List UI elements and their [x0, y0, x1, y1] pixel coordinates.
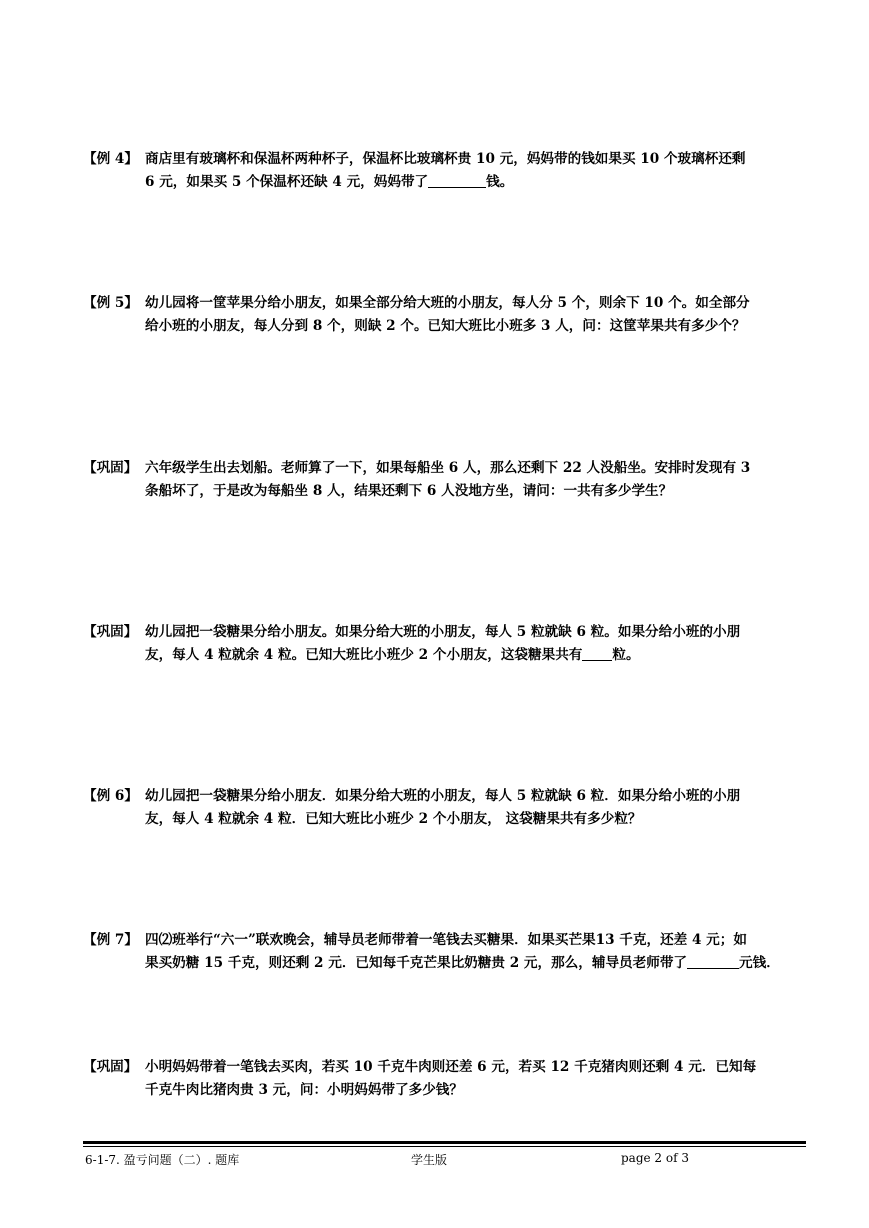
problem-line	[145, 952, 811, 975]
problem-example-5	[83, 292, 811, 338]
problem-text	[145, 292, 811, 338]
problem-text	[145, 457, 811, 503]
problem-review-1	[83, 457, 811, 503]
answer-blank	[582, 646, 612, 661]
problem-line: 六年级学生出去划船。老师算了一下，如果每船坐 6 人，那么还剩下 22 人没船坐。安排时发现有 3	[145, 460, 751, 476]
problem-line: 幼儿园把一袋糖果分给小朋友。如果分给大班的小朋友，每人 5 粒就缺 6 粒。如果分给小班的小朋	[145, 624, 741, 640]
problem-line-tail: 粒。	[612, 647, 640, 663]
problem-line: 千克牛肉比猪肉贵 3 元，问：小明妈妈带了多少钱？	[145, 1082, 463, 1098]
problem-tag: 【例 4】	[83, 151, 138, 167]
problem-line: 给小班的小朋友，每人分到 8 个，则缺 2 个。已知大班比小班多 3 人，问：这筐苹果共有多少个？	[145, 318, 746, 334]
footer-divider-thin	[83, 1146, 806, 1147]
footer-divider-thick	[83, 1141, 806, 1144]
problem-tag: 【例 6】	[83, 788, 138, 804]
problem-example-4	[83, 148, 811, 194]
problem-line-text: 友，每人 4 粒就余 4 粒。已知大班比小班少 2 个小朋友，这袋糖果共有	[145, 647, 583, 663]
problem-line: 幼儿园将一筐苹果分给小朋友，如果全部分给大班的小朋友，每人分 5 个，则余下 10 个。如全部分	[145, 295, 750, 311]
footer-left-text: 6-1-7. 盈亏问题（二）. 题库	[85, 1153, 240, 1167]
footer-page-number: page 2 of 3	[621, 1151, 689, 1165]
problem-line: 幼儿园把一袋糖果分给小朋友．如果分给大班的小朋友，每人 5 粒就缺 6 粒．如果分给小班的小朋	[145, 788, 741, 804]
problem-line: 条船坏了，于是改为每船坐 8 人，结果还剩下 6 人没地方坐，请问：一共有多少学生？	[145, 483, 673, 499]
problem-text	[145, 621, 811, 667]
problem-text	[145, 148, 811, 194]
problem-line	[145, 171, 811, 194]
problem-line: 友，每人 4 粒就余 4 粒．已知大班比小班少 2 个小朋友， 这袋糖果共有多少粒？	[145, 811, 642, 827]
problem-text	[145, 785, 811, 831]
footer-center-text: 学生版	[411, 1153, 448, 1167]
answer-blank	[428, 173, 486, 188]
problem-tag: 【巩固】	[83, 1059, 138, 1075]
problem-text	[145, 1056, 811, 1102]
problem-text	[145, 929, 811, 975]
problem-tag: 【例 7】	[83, 932, 138, 948]
problem-line: 小明妈妈带着一笔钱去买肉，若买 10 千克牛肉则还差 6 元，若买 12 千克猪肉则还剩 4 元．已知每	[145, 1059, 757, 1075]
problem-line	[145, 644, 811, 667]
problem-tag: 【巩固】	[83, 460, 138, 476]
problem-example-6	[83, 785, 811, 831]
problem-review-2	[83, 621, 811, 667]
problem-tag: 【例 5】	[83, 295, 138, 311]
problem-example-7	[83, 929, 811, 975]
problem-line-tail: 元钱．	[739, 955, 780, 971]
problem-tag: 【巩固】	[83, 624, 138, 640]
problem-line-tail: 钱。	[486, 174, 514, 190]
problem-line: 四⑵班举行“六一”联欢晚会，辅导员老师带着一笔钱去买糖果．如果买芒果13 千克，还差 4 元；如	[145, 932, 747, 948]
problem-line-text: 果买奶糖 15 千克，则还剩 2 元．已知每千克芒果比奶糖贵 2 元，那么，辅导员老师带了	[145, 955, 688, 971]
problem-line-text: 6 元，如果买 5 个保温杯还缺 4 元，妈妈带了	[145, 174, 429, 190]
answer-blank	[687, 954, 739, 969]
problem-review-3	[83, 1056, 811, 1102]
problem-line: 商店里有玻璃杯和保温杯两种杯子，保温杯比玻璃杯贵 10 元，妈妈带的钱如果买 10 个玻璃杯还剩	[145, 151, 746, 167]
